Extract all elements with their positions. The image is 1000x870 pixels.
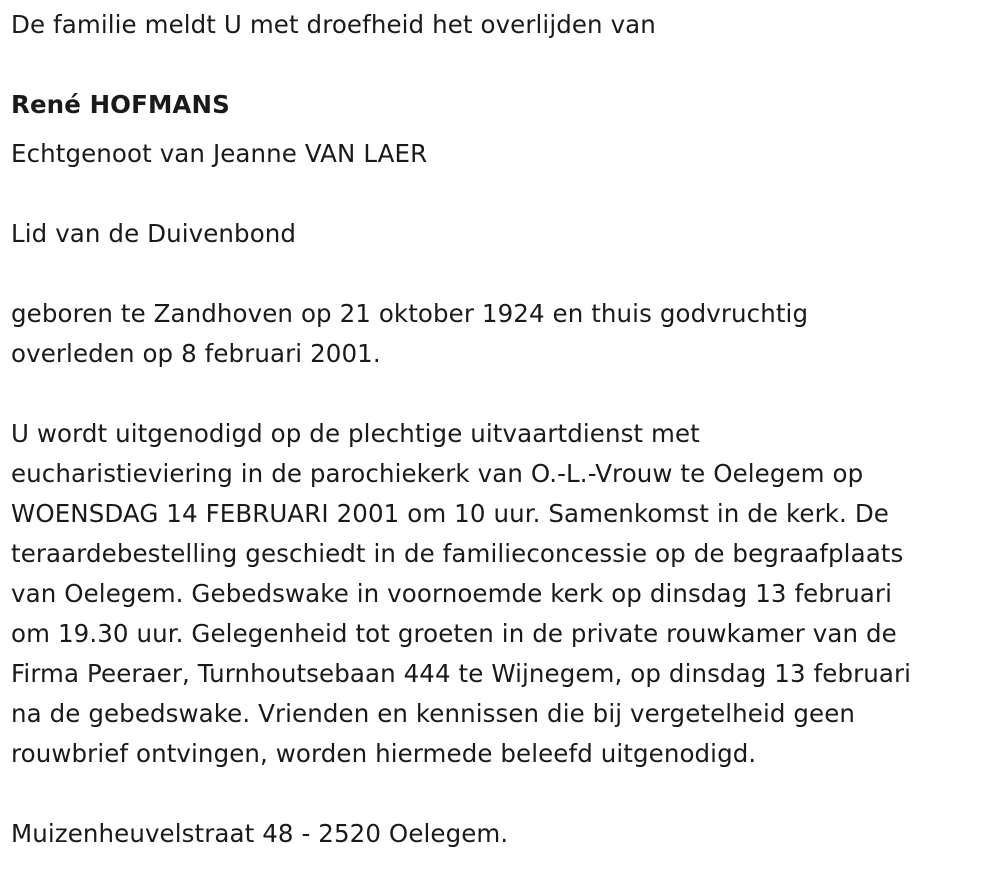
- ceremony-line: WOENSDAG 14 FEBRUARI 2001 om 10 uur. Samenkomst in de kerk. De: [11, 499, 889, 528]
- ceremony-line: om 19.30 uur. Gelegenheid tot groeten in de private rouwkamer van de: [11, 619, 897, 648]
- birth-death-line: geboren te Zandhoven op 21 oktober 1924 en thuis godvruchtig: [11, 299, 809, 328]
- membership-line: Lid van de Duivenbond: [11, 219, 297, 248]
- spouse-line: Echtgenoot van Jeanne VAN LAER: [11, 139, 428, 168]
- deceased-name: René HOFMANS: [11, 90, 230, 119]
- ceremony-line: na de gebedswake. Vrienden en kennissen die bij vergetelheid geen: [11, 699, 856, 728]
- address-line: Muizenheuvelstraat 48 - 2520 Oelegem.: [11, 819, 509, 848]
- birth-death-line: overleden op 8 februari 2001.: [11, 339, 381, 368]
- ceremony-line: eucharistieviering in de parochiekerk van O.-L.-Vrouw te Oelegem op: [11, 459, 864, 488]
- intro-line: De familie meldt U met droefheid het overlijden van: [11, 10, 656, 39]
- ceremony-line: teraardebestelling geschiedt in de familieconcessie op de begraafplaats: [11, 539, 904, 568]
- ceremony-line: rouwbrief ontvingen, worden hiermede beleefd uitgenodigd.: [11, 739, 757, 768]
- ceremony-line: van Oelegem. Gebedswake in voornoemde kerk op dinsdag 13 februari: [11, 579, 892, 608]
- ceremony-line: U wordt uitgenodigd op de plechtige uitvaartdienst met: [11, 419, 700, 448]
- ceremony-line: Firma Peeraer, Turnhoutsebaan 444 te Wijnegem, op dinsdag 13 februari: [11, 659, 912, 688]
